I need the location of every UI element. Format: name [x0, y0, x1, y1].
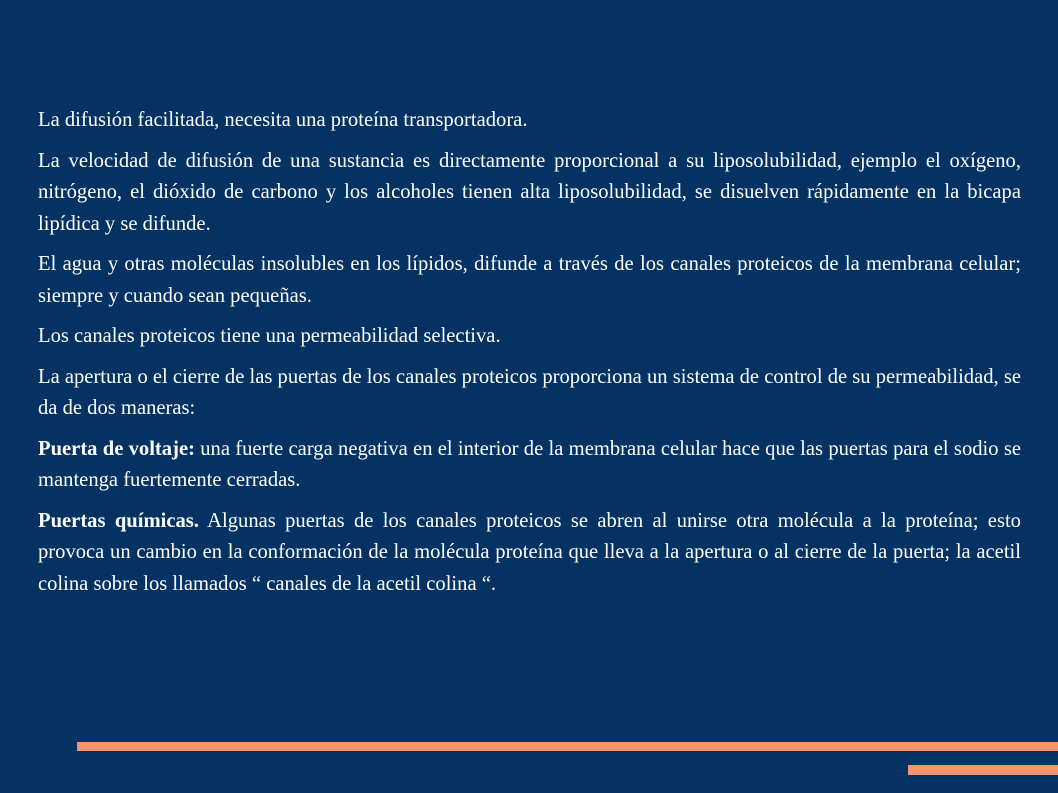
chemical-gate-heading: Puertas químicas.: [38, 509, 199, 532]
paragraph-3: El agua y otras moléculas insolubles en los lípidos, difunde a través de los canales proteicos de la membrana celular; siempre y cuando sean pequeñas.: [38, 253, 1021, 307]
slide-body: [38, 105, 1021, 609]
paragraph-5: La apertura o el cierre de las puertas de los canales proteicos proporciona un sistema de control de su permeabilidad, se da de dos maneras:: [38, 365, 1021, 419]
chemical-gate-text: Algunas puertas de los canales proteicos se abren al unirse otra molécula a la proteína; esto provoca un cambio en la conformación de la molécula proteína que lleva a la apertura o al cierre de la puerta; la acetil colina sobre los llamados “ canales de la acetil colina “.: [38, 509, 1021, 595]
paragraph-1: La difusión facilitada, necesita una proteína transportadora.: [38, 109, 528, 131]
accent-bar-bottom: [908, 765, 1058, 775]
paragraph-6: [38, 434, 1021, 497]
accent-bar-top: [77, 742, 1058, 751]
paragraph-7: [38, 506, 1021, 601]
voltage-gate-heading: Puerta de voltaje:: [38, 437, 195, 460]
paragraph-4: Los canales proteicos tiene una permeabilidad selectiva.: [38, 325, 501, 347]
voltage-gate-text: una fuerte carga negativa en el interior de la membrana celular hace que las puertas para el sodio se mantenga fuertemente cerradas.: [38, 437, 1021, 491]
paragraph-2: La velocidad de difusión de una sustancia es directamente proporcional a su liposolubilidad, ejemplo el oxígeno, nitrógeno, el dióxido de carbono y los alcoholes tienen alta liposolubilidad, se disuelven rápidamente en la bicapa lipídica y se difunde.: [38, 149, 1021, 235]
